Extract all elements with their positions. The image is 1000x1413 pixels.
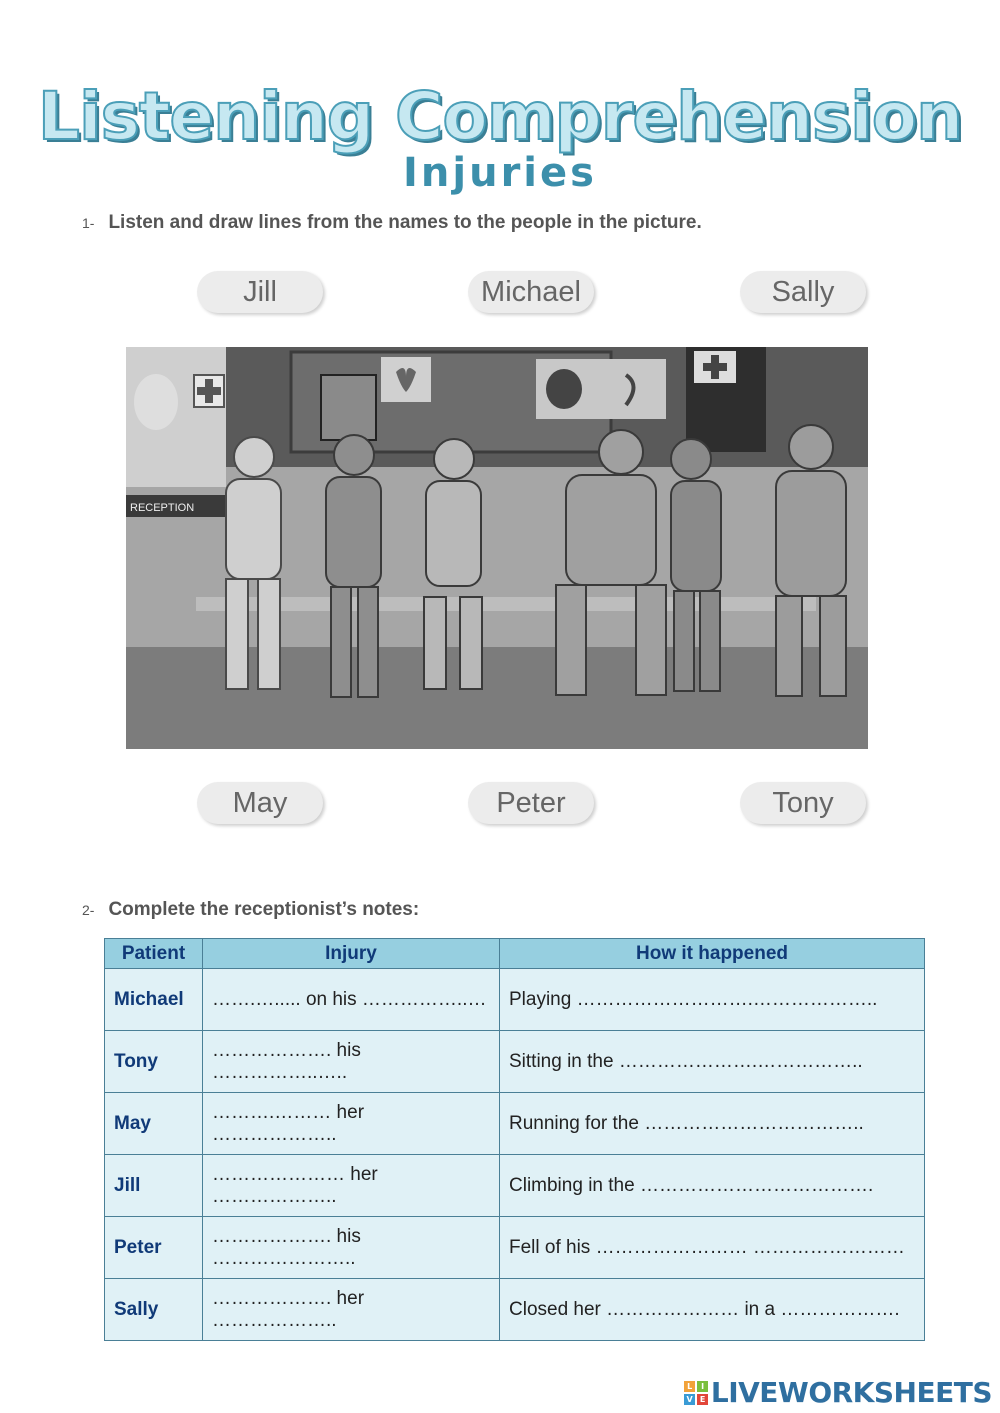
injury-cell[interactable]: ………………. his ……………..….. bbox=[203, 1031, 500, 1093]
name-label-tony[interactable]: Tony bbox=[740, 782, 866, 824]
table-row bbox=[105, 1217, 925, 1279]
patient-cell: May bbox=[105, 1093, 203, 1155]
table-row bbox=[105, 1279, 925, 1341]
receptionist-notes-table bbox=[104, 938, 925, 1341]
how-cell[interactable]: Playing ……………………….……………….. bbox=[500, 969, 925, 1031]
header-injury: Injury bbox=[203, 939, 500, 969]
patient-cell: Peter bbox=[105, 1217, 203, 1279]
name-label-peter[interactable]: Peter bbox=[468, 782, 594, 824]
injury-cell[interactable]: ………………. his ………………….. bbox=[203, 1217, 500, 1279]
how-cell[interactable]: Closed her ………………… in a ………………. bbox=[500, 1279, 925, 1341]
injury-cell[interactable]: ……….……… her ……………….. bbox=[203, 1093, 500, 1155]
patient-cell: Sally bbox=[105, 1279, 203, 1341]
name-label-sally[interactable]: Sally bbox=[740, 271, 866, 313]
waiting-room-illustration bbox=[126, 347, 868, 749]
injury-cell[interactable]: ………………. her ……………….. bbox=[203, 1279, 500, 1341]
name-label-may[interactable]: May bbox=[197, 782, 323, 824]
page-title: Listening Comprehension bbox=[37, 78, 963, 155]
question-2 bbox=[82, 899, 419, 921]
liveworksheets-brand[interactable]: LIVEWORKSHEETS bbox=[710, 1376, 992, 1409]
patient-cell: Michael bbox=[105, 969, 203, 1031]
page-subtitle: Injuries bbox=[403, 150, 597, 196]
header-how-it-happened: How it happened bbox=[500, 939, 925, 969]
name-label-jill[interactable]: Jill bbox=[197, 271, 323, 313]
table-row bbox=[105, 1155, 925, 1217]
logo-letter: L bbox=[684, 1381, 695, 1392]
name-label-michael[interactable]: Michael bbox=[468, 271, 594, 313]
header-patient: Patient bbox=[105, 939, 203, 969]
how-cell[interactable]: Running for the …………………………….. bbox=[500, 1093, 925, 1155]
question-2-number: 2- bbox=[82, 902, 95, 918]
logo-letter: E bbox=[697, 1394, 708, 1405]
table-row bbox=[105, 1031, 925, 1093]
waiting-room-picture bbox=[126, 347, 868, 749]
logo-letter: V bbox=[684, 1394, 695, 1405]
injury-cell[interactable]: ………………… her ……………….. bbox=[203, 1155, 500, 1217]
how-cell[interactable]: Sitting in the ………………….…………….. bbox=[500, 1031, 925, 1093]
question-1-text: Listen and draw lines from the names to the people in the picture. bbox=[108, 212, 702, 233]
question-2-text: Complete the receptionist’s notes: bbox=[108, 899, 420, 920]
how-cell[interactable]: Climbing in the ………………………………. bbox=[500, 1155, 925, 1217]
injury-cell[interactable]: …….…..... on his ……………..… bbox=[203, 969, 500, 1031]
reception-sign: RECEPTION bbox=[130, 502, 195, 514]
patient-cell: Jill bbox=[105, 1155, 203, 1217]
patient-cell: Tony bbox=[105, 1031, 203, 1093]
table-row bbox=[105, 1093, 925, 1155]
liveworksheets-footer bbox=[684, 1376, 992, 1409]
logo-letter: I bbox=[697, 1381, 708, 1392]
table-header-row bbox=[105, 939, 925, 969]
question-1 bbox=[82, 212, 702, 234]
question-1-number: 1- bbox=[82, 215, 95, 231]
liveworksheets-logo-icon bbox=[684, 1381, 708, 1405]
how-cell[interactable]: Fell of his …………………… …………………… bbox=[500, 1217, 925, 1279]
table-row bbox=[105, 969, 925, 1031]
